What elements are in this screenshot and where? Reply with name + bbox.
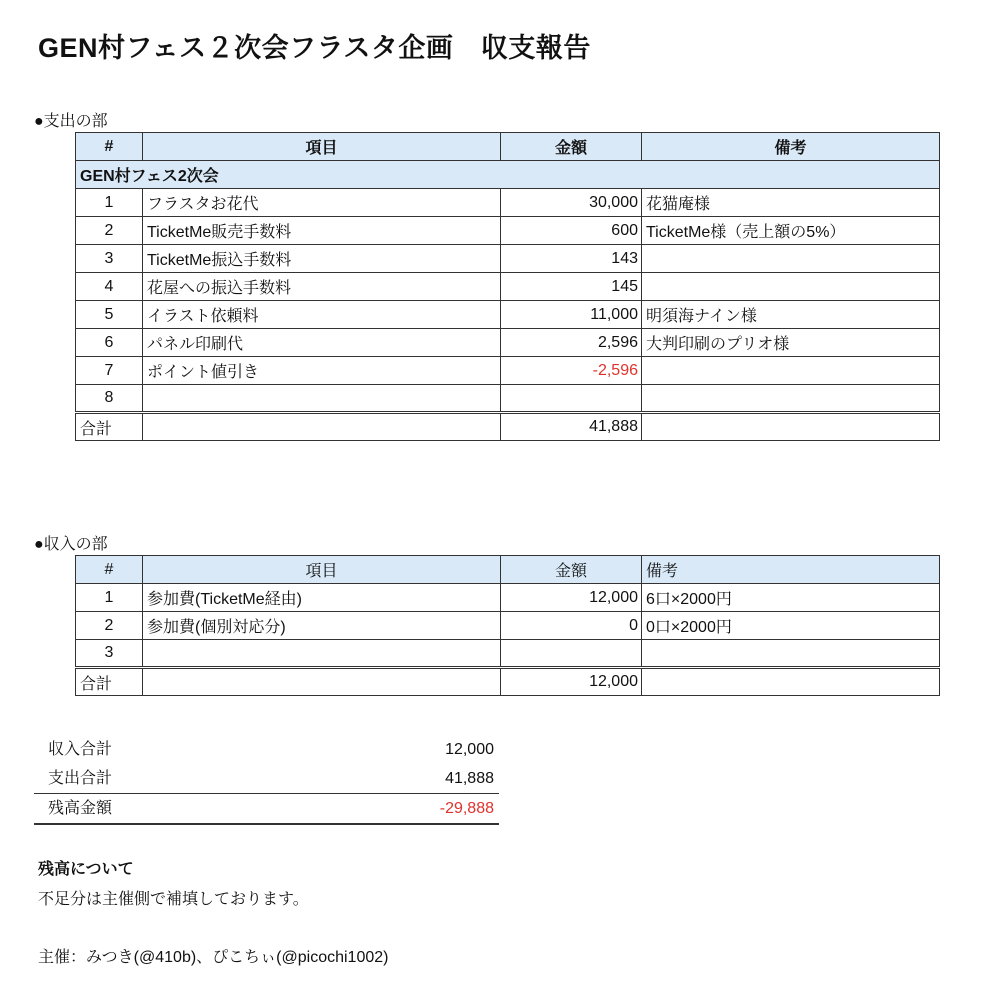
row-no: 3	[76, 245, 143, 273]
row-note: 明須海ナイン様	[642, 301, 940, 329]
summary-expense-value: 41,888	[445, 770, 494, 787]
expense-section-label: ●支出の部	[34, 113, 108, 130]
row-amount: 12,000	[501, 584, 642, 612]
expense-header-item: 項目	[143, 133, 501, 161]
summary-balance-value: -29,888	[439, 800, 494, 817]
row-note: 大判印刷のプリオ様	[642, 329, 940, 357]
row-no: 8	[76, 385, 143, 413]
income-header-row	[76, 556, 940, 584]
expense-total-row	[76, 413, 940, 441]
table-row	[76, 245, 940, 273]
income-total-label: 合計	[76, 668, 143, 696]
balance-summary	[34, 735, 499, 825]
row-no: 6	[76, 329, 143, 357]
row-item	[143, 385, 501, 413]
row-no: 5	[76, 301, 143, 329]
report-title: GEN村フェス２次会フラスタ企画 収支報告	[38, 33, 591, 63]
expense-header-amount: 金額	[501, 133, 642, 161]
income-header-no: #	[76, 556, 143, 584]
row-amount: 2,596	[501, 329, 642, 357]
row-note: 0口×2000円	[642, 612, 940, 640]
row-note	[642, 273, 940, 301]
expense-total-label: 合計	[76, 413, 143, 441]
income-total-row	[76, 668, 940, 696]
expense-total-blank	[143, 413, 501, 441]
summary-income-value: 12,000	[445, 741, 494, 758]
row-no: 2	[76, 612, 143, 640]
row-note	[642, 640, 940, 668]
organizer-credit: 主催：みつき(@410b)、ぴこちぃ(@picochi1002)	[38, 949, 389, 966]
table-row	[76, 612, 940, 640]
income-header-item: 項目	[143, 556, 501, 584]
row-note: TicketMe様（売上額の5%）	[642, 217, 940, 245]
summary-income-label: 収入合計	[48, 741, 113, 758]
expense-total-note	[642, 413, 940, 441]
row-amount: 600	[501, 217, 642, 245]
expense-header-no: #	[76, 133, 143, 161]
row-item	[143, 640, 501, 668]
row-amount	[501, 640, 642, 668]
expense-table	[75, 132, 940, 441]
row-note	[642, 245, 940, 273]
row-no: 2	[76, 217, 143, 245]
row-no: 3	[76, 640, 143, 668]
table-row	[76, 329, 940, 357]
row-amount: 0	[501, 612, 642, 640]
summary-balance-label: 残高金額	[48, 800, 113, 817]
income-section-label: ●収入の部	[34, 536, 108, 553]
row-amount	[501, 385, 642, 413]
expense-header-row	[76, 133, 940, 161]
income-total-amount: 12,000	[501, 668, 642, 696]
table-row	[76, 273, 940, 301]
table-row	[76, 385, 940, 413]
table-row	[76, 640, 940, 668]
row-item: 参加費(個別対応分)	[143, 612, 501, 640]
row-amount: 145	[501, 273, 642, 301]
row-no: 7	[76, 357, 143, 385]
income-total-blank	[143, 668, 501, 696]
row-no: 1	[76, 189, 143, 217]
table-row	[76, 584, 940, 612]
balance-note-heading: 残高について	[38, 861, 134, 878]
expense-header-note: 備考	[642, 133, 940, 161]
balance-note-body: 不足分は主催側で補填しております。	[38, 891, 309, 908]
row-note	[642, 357, 940, 385]
summary-balance-row	[34, 793, 499, 825]
income-header-amount: 金額	[501, 556, 642, 584]
row-amount: 30,000	[501, 189, 642, 217]
table-row	[76, 189, 940, 217]
row-note: 花猫庵様	[642, 189, 940, 217]
income-table	[75, 555, 940, 696]
row-item: 花屋への振込手数料	[143, 273, 501, 301]
expense-group-label: GEN村フェス2次会	[76, 161, 940, 189]
row-amount: 11,000	[501, 301, 642, 329]
table-row	[76, 357, 940, 385]
table-row	[76, 217, 940, 245]
row-item: 参加費(TicketMe経由)	[143, 584, 501, 612]
row-note: 6口×2000円	[642, 584, 940, 612]
income-header-note: 備考	[642, 556, 940, 584]
row-item: パネル印刷代	[143, 329, 501, 357]
row-no: 1	[76, 584, 143, 612]
row-amount: 143	[501, 245, 642, 273]
summary-expense-row	[34, 764, 499, 793]
row-no: 4	[76, 273, 143, 301]
row-note	[642, 385, 940, 413]
row-item: TicketMe販売手数料	[143, 217, 501, 245]
expense-total-amount: 41,888	[501, 413, 642, 441]
row-item: ポイント値引き	[143, 357, 501, 385]
summary-income-row	[34, 735, 499, 764]
income-total-note	[642, 668, 940, 696]
row-item: TicketMe振込手数料	[143, 245, 501, 273]
row-item: イラスト依頼料	[143, 301, 501, 329]
expense-group-row	[76, 161, 940, 189]
table-row	[76, 301, 940, 329]
summary-expense-label: 支出合計	[48, 770, 113, 787]
row-item: フラスタお花代	[143, 189, 501, 217]
row-amount-negative: -2,596	[501, 357, 642, 385]
